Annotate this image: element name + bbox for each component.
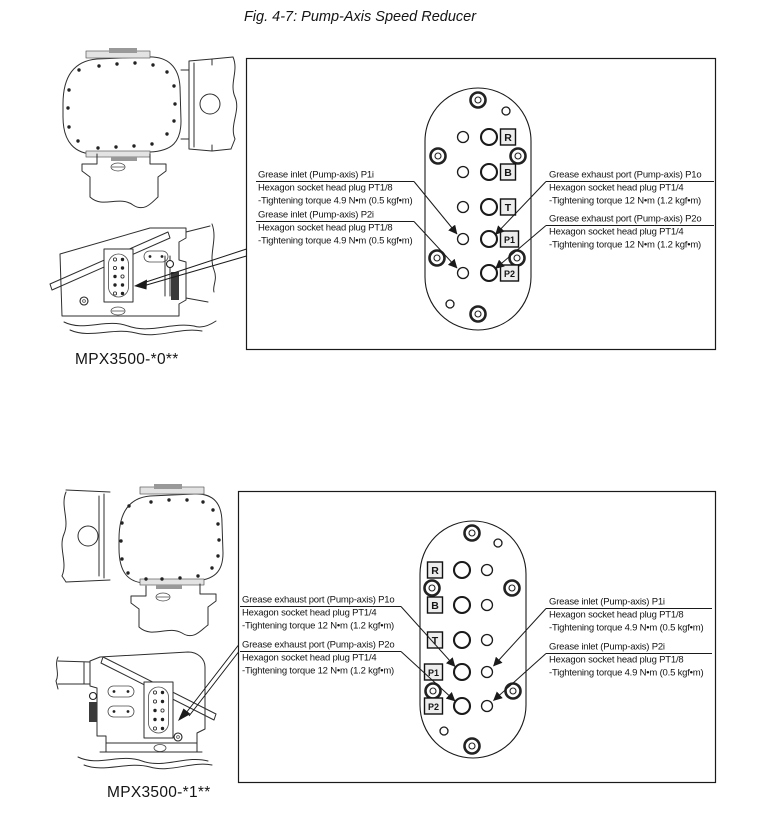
plate-label-b: B xyxy=(504,167,512,179)
plate-label-r: R xyxy=(504,132,512,144)
plate-label-t: T xyxy=(431,635,439,647)
callout-plug: Hexagon socket head plug PT1/8 xyxy=(258,222,393,234)
callout-torque: -Tightening torque 4.9 N•m (0.5 kgf•m) xyxy=(549,622,704,634)
grease-plate-location xyxy=(104,249,133,302)
callout-title: Grease inlet (Pump-axis) P2i xyxy=(549,641,665,653)
callout-torque: -Tightening torque 4.9 N•m (0.5 kgf•m) xyxy=(258,195,413,207)
speed-reducer-side-drawing xyxy=(63,48,237,208)
callout-title: Grease inlet (Pump-axis) P2i xyxy=(258,209,374,221)
callout-plug: Hexagon socket head plug PT1/8 xyxy=(258,182,393,194)
figure-title: Fig. 4-7: Pump-Axis Speed Reducer xyxy=(243,9,477,25)
model-label-mpx3500-0: MPX3500-*0** xyxy=(75,351,179,368)
model-label-mpx3500-1: MPX3500-*1** xyxy=(107,784,211,801)
callout-plug: Hexagon socket head plug PT1/4 xyxy=(549,182,684,194)
plate-label-t: T xyxy=(504,202,512,214)
callout-title: Grease exhaust port (Pump-axis) P1o xyxy=(242,594,395,606)
callout-torque: -Tightening torque 12 N•m (1.2 kgf•m) xyxy=(549,195,702,207)
callout-plug: Hexagon socket head plug PT1/4 xyxy=(242,607,377,619)
callout-title: Grease exhaust port (Pump-axis) P2o xyxy=(549,213,702,225)
cover-bolt-dots xyxy=(119,498,220,580)
callout-title: Grease inlet (Pump-axis) P1i xyxy=(549,596,665,608)
callout-title: Grease exhaust port (Pump-axis) P2o xyxy=(242,639,395,651)
robot-base-drawing xyxy=(50,224,216,335)
speed-reducer-side-drawing-mirrored xyxy=(62,484,223,636)
plate-label-p1: P1 xyxy=(503,235,516,245)
callout-torque: -Tightening torque 12 N•m (1.2 kgf•m) xyxy=(549,239,702,251)
robot-base-drawing-mirrored xyxy=(56,652,216,769)
plate-label-p2: P2 xyxy=(427,702,440,712)
callout-title: Grease inlet (Pump-axis) P1i xyxy=(258,169,374,181)
plate-label-p1: P1 xyxy=(427,668,440,678)
callout-torque: -Tightening torque 4.9 N•m (0.5 kgf•m) xyxy=(258,235,413,247)
callout-plug: Hexagon socket head plug PT1/4 xyxy=(549,226,684,238)
cover-bolt-dots xyxy=(66,61,176,149)
plate-label-p2: P2 xyxy=(503,269,516,279)
callout-plug: Hexagon socket head plug PT1/4 xyxy=(242,652,377,664)
grease-plate-location xyxy=(144,682,173,738)
callout-plug: Hexagon socket head plug PT1/8 xyxy=(549,609,684,621)
section-mpx3500-0 xyxy=(50,48,716,368)
port-plate-mirrored xyxy=(420,521,526,758)
port-plate xyxy=(425,88,531,330)
plate-pointer-arrow xyxy=(134,249,247,290)
plate-label-b: B xyxy=(431,600,439,612)
callout-plug: Hexagon socket head plug PT1/8 xyxy=(549,654,684,666)
plate-label-r: R xyxy=(431,565,439,577)
callout-torque: -Tightening torque 4.9 N•m (0.5 kgf•m) xyxy=(549,667,704,679)
callout-title: Grease exhaust port (Pump-axis) P1o xyxy=(549,169,702,181)
section-mpx3500-1 xyxy=(56,484,716,801)
callout-torque: -Tightening torque 12 N•m (1.2 kgf•m) xyxy=(242,665,395,677)
callout-torque: -Tightening torque 12 N•m (1.2 kgf•m) xyxy=(242,620,395,632)
